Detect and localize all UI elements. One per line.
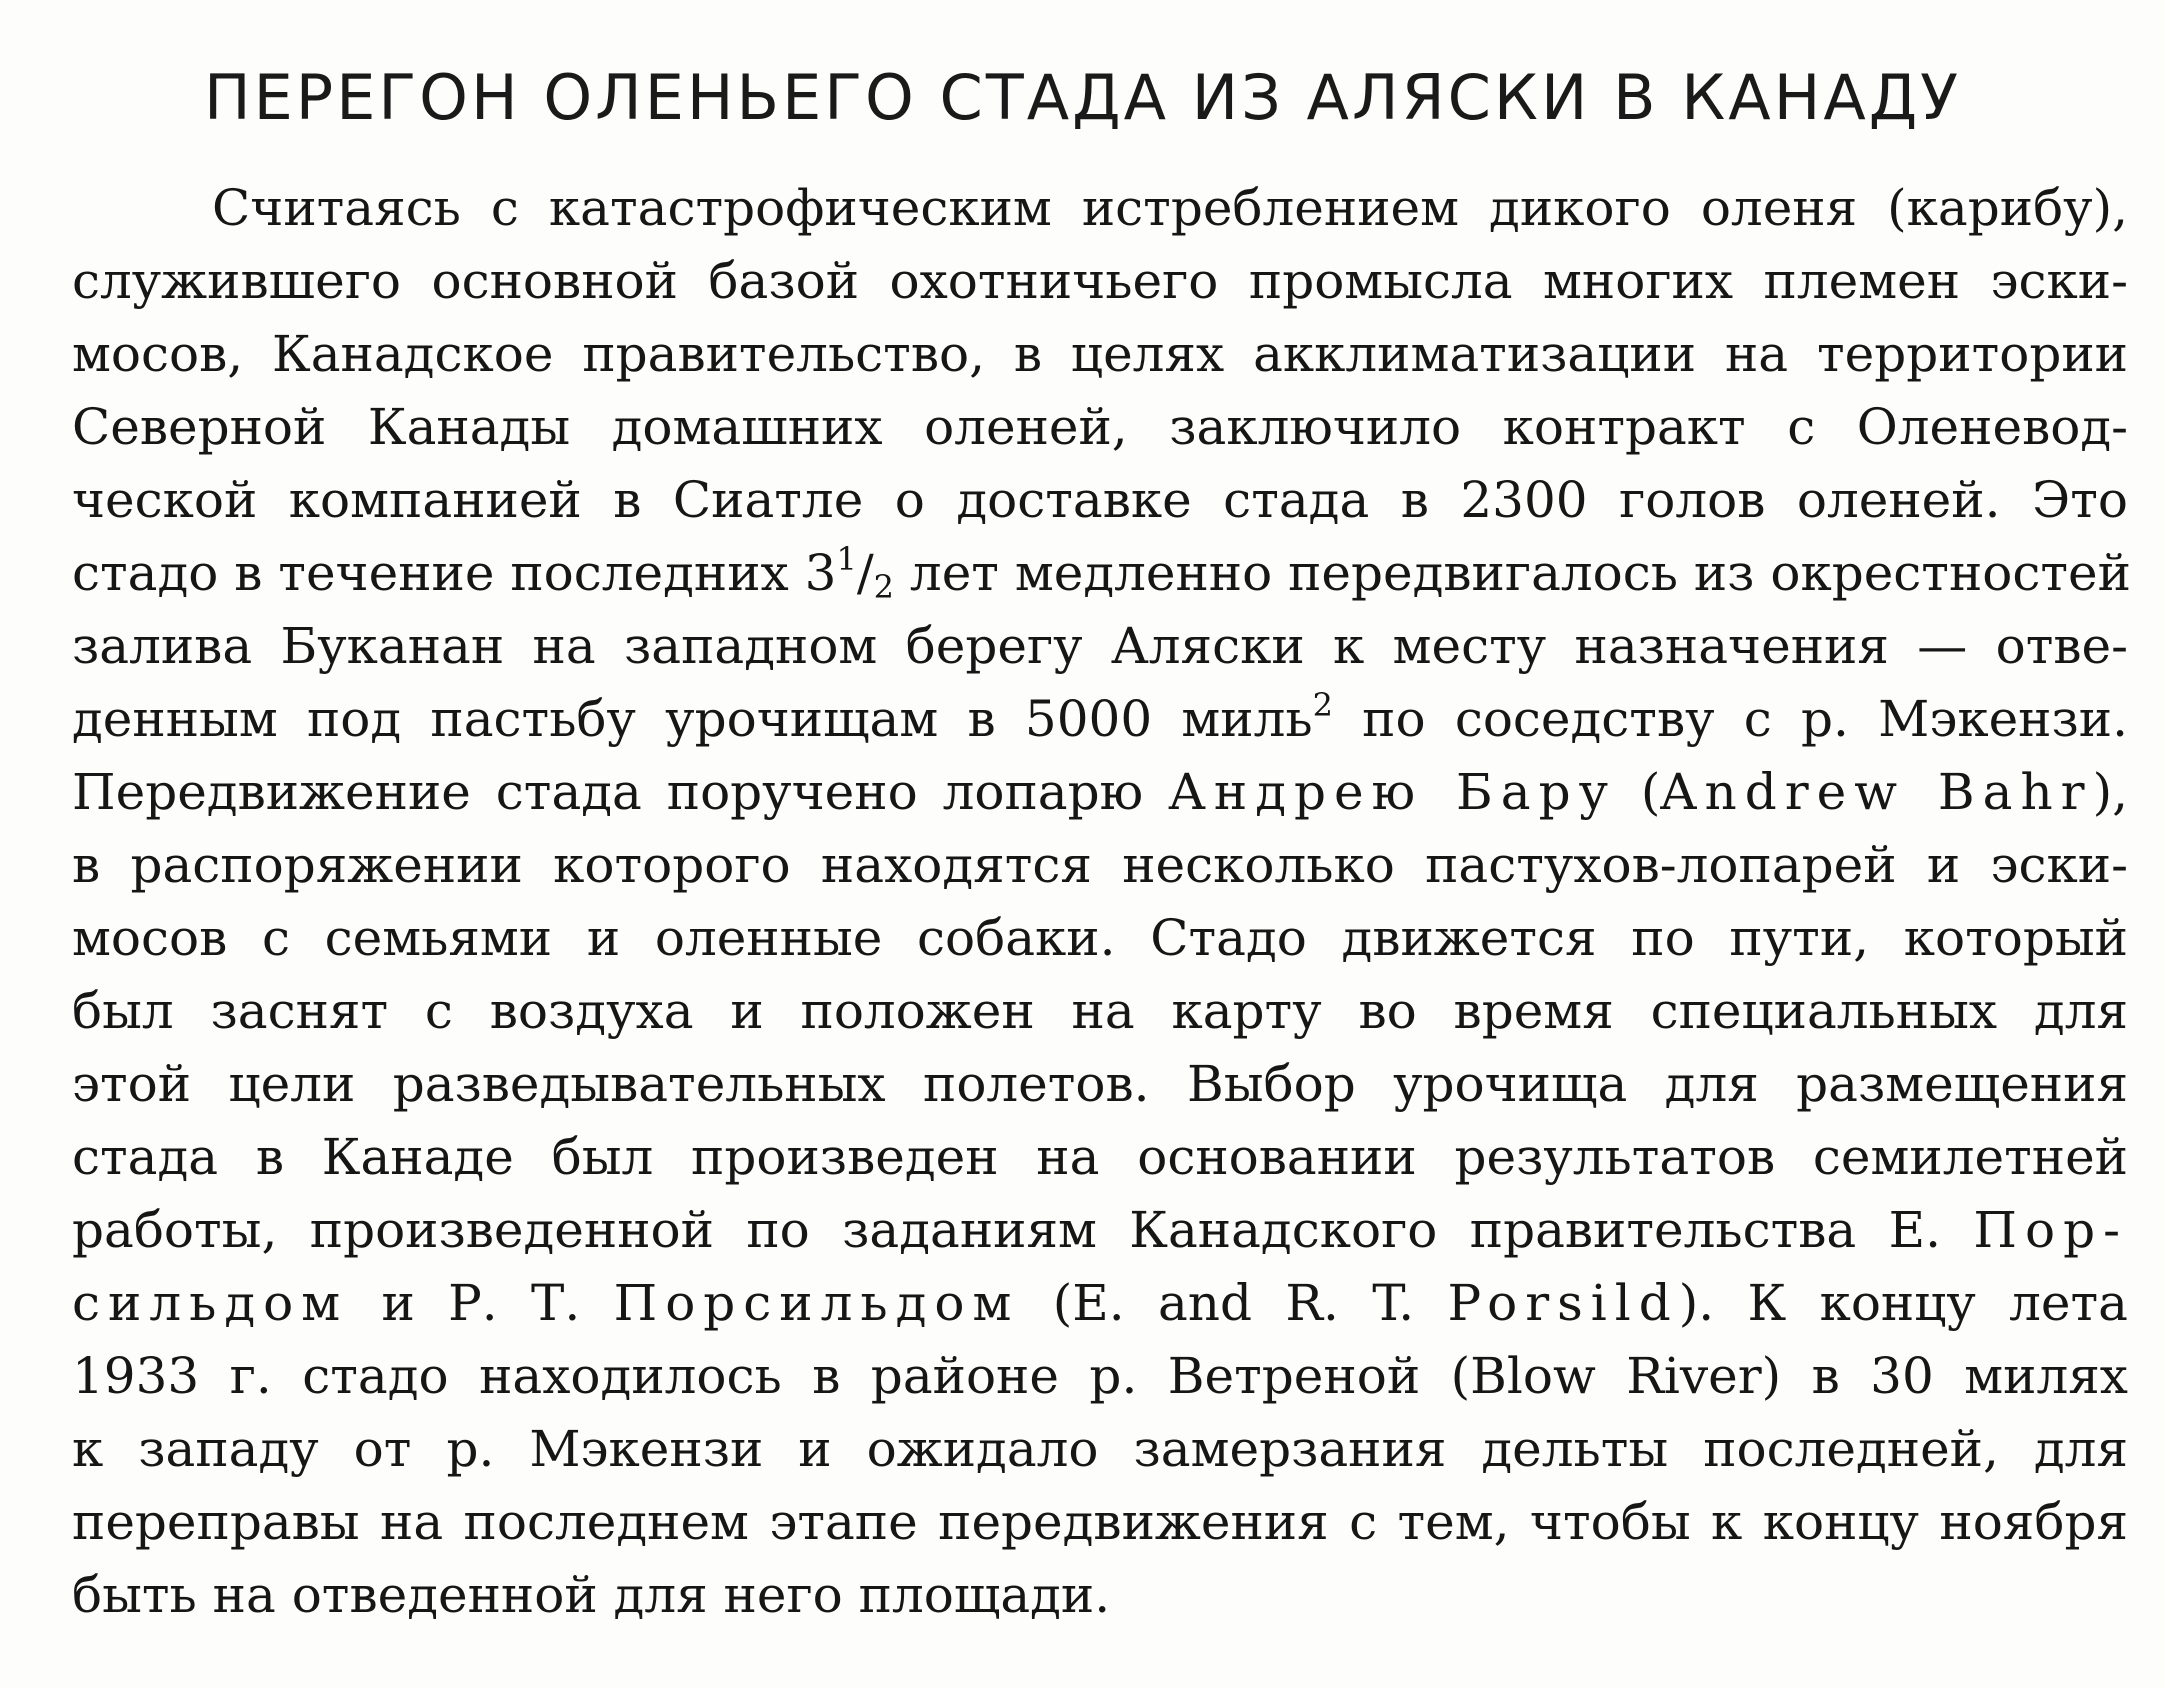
article-body	[72, 172, 2131, 1632]
text-segment: денным под пастьбу урочищам в 5000 миль	[72, 690, 1313, 748]
text-line: Считаясь с катастрофическим истреблением дикого оленя (карибу),	[212, 179, 2128, 237]
spaced-name: Порсильдом	[613, 1274, 1020, 1332]
text-line: стада в Канаде был произведен на основании результатов семилетней	[72, 1128, 2128, 1186]
text-line	[72, 1194, 2128, 1267]
fraction-denominator: 2	[873, 568, 895, 606]
spaced-name: Пор-	[1973, 1201, 2128, 1259]
text-segment: ). К концу лета	[1678, 1274, 2128, 1332]
text-line: служившего основной базой охотничьего промысла многих племен эски-	[72, 252, 2128, 310]
text-segment: Передвижение стада поручено лопарю	[72, 763, 1169, 821]
spaced-name: Андрею Бару	[1168, 763, 1616, 821]
text-segment: по соседству с р. Мэкензи.	[1332, 690, 2128, 748]
text-segment: (	[1616, 763, 1661, 821]
text-line: ческой компанией в Сиатле о доставке стада в 2300 голов оленей. Это	[72, 471, 2128, 529]
text-line: мосов с семьями и оленные собаки. Стадо движется по пути, который	[72, 909, 2128, 967]
text-segment: и Р. Т.	[348, 1274, 614, 1332]
text-line: в распоряжении которого находятся несколько пастухов-лопарей и эски-	[72, 836, 2128, 894]
text-line: мосов, Канадское правительство, в целях акклиматизации на территории	[72, 325, 2128, 383]
text-line: к западу от р. Мэкензи и ожидало замерзания дельты последней, для	[72, 1420, 2128, 1478]
text-line: быть на отведенной для него площади.	[72, 1566, 1111, 1624]
fraction-slash: /	[856, 544, 874, 602]
spaced-name: сильдом	[72, 1274, 349, 1332]
text-line	[72, 756, 2128, 829]
text-line	[72, 683, 2128, 756]
article-title: ПЕРЕГОН ОЛЕНЬЕГО СТАДА ИЗ АЛЯСКИ В КАНАДУ	[204, 61, 1961, 134]
text-segment: стадо в течение последних 3	[72, 544, 837, 602]
text-line: этой цели разведывательных полетов. Выбор урочища для размещения	[72, 1055, 2128, 1113]
text-segment: лет медленно передвигалось из окрестностей	[894, 544, 2131, 602]
spaced-name: Porsild	[1447, 1274, 1679, 1332]
text-line: 1933 г. стадо находилось в районе р. Ветреной (Blow River) в 30 милях	[72, 1347, 2128, 1405]
fraction-numerator: 1	[836, 540, 857, 578]
spaced-name: Andrew Bahr	[1660, 763, 2093, 821]
text-line: залива Буканан на западном берегу Аляски к месту назначения — отве-	[72, 617, 2128, 675]
text-segment: работы, произведенной по заданиям Канадского правительства Е.	[72, 1201, 1974, 1259]
text-line: Северной Канады домашних оленей, заключило контракт с Оленевод-	[72, 398, 2128, 456]
superscript-2: 2	[1312, 686, 1333, 724]
text-segment: (E. and R. T.	[1019, 1274, 1448, 1332]
text-segment: ),	[2092, 763, 2128, 821]
text-line: был заснят с воздуха и положен на карту во время специальных для	[72, 982, 2128, 1040]
text-line	[72, 537, 2131, 610]
text-line: переправы на последнем этапе передвижения с тем, чтобы к концу ноября	[72, 1493, 2128, 1551]
text-line	[72, 1267, 2128, 1340]
